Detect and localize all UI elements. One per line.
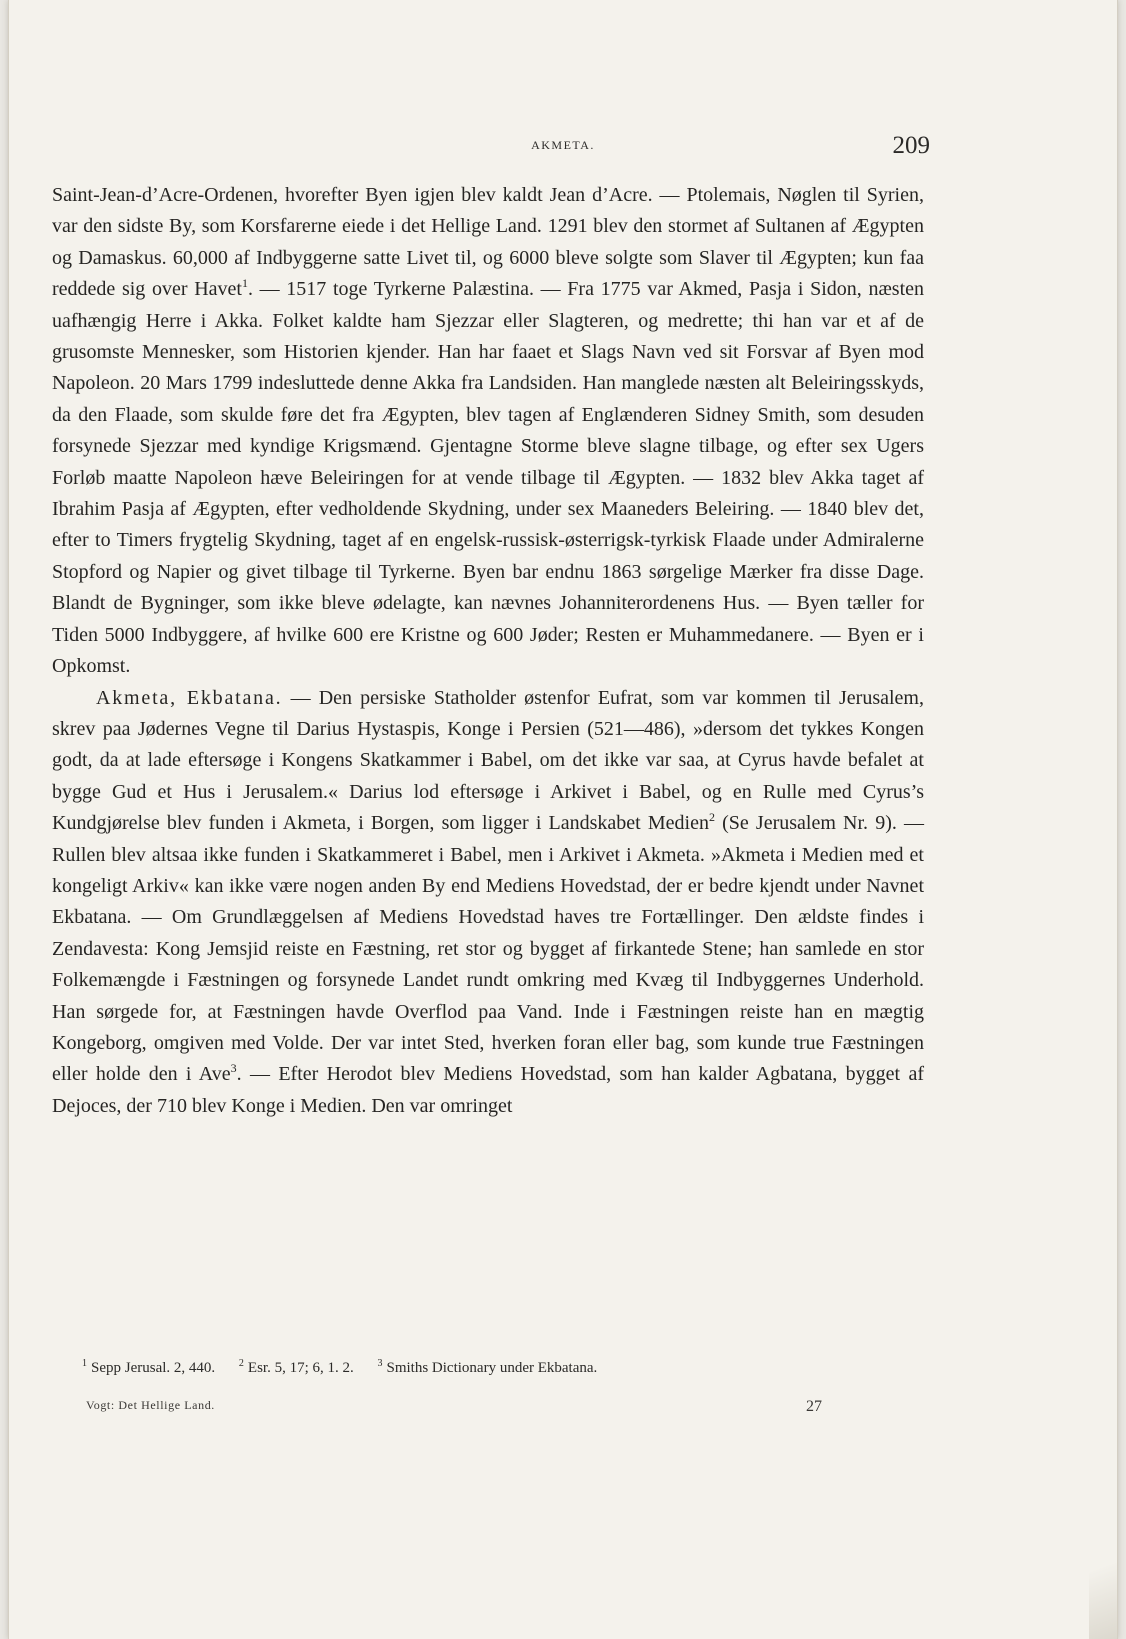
text-run: (Se Jerusalem Nr. 9). — Rullen blev altsaa ikke funden i Skatkammeret i Babel, men i Arkivet i Akmeta. »Akmeta i Medien med et kongeligt Arkiv« kan ikke være nogen anden By end Mediens Hovedstad, der er bedre kjendt under Navnet Ekbatana. — Om Grundlæggelsen af Mediens Hovedstad haves tre Fortællinger. Den ældste findes i Zendavesta: Kong Jemsjid reiste en Fæstning, ret stor og bygget af firkantede Stene; han samlede en stor Folkemængde i Fæstningen og forsynede Landet rundt omkring med Kvæg til Indbyggernes Underhold. Han sørgede for, at Fæstningen havde Overflod paa Vand. Inde i Fæstningen reiste han en mægtig Kongeborg, omgiven med Volde. Der var intet Sted, hverken foran eller bag, som kunde true Fæstningen eller holde den i Ave (52, 812, 924, 1086)
text-run: Saint-Jean-d’Acre-Ordenen, hvorefter Byen igjen blev kaldt Jean d’Acre. — Ptolemais, Nøglen til Syrien, var den sidste By, som Korsfarerne eiede i det Hellige Land. 1291 blev den stormet af Sultanen af Ægypten og Damaskus. 60,000 af Indbyggerne satte Livet til, og 6000 bleve solgte som Slaver til Ægypten; kun faa reddede sig over Havet (52, 184, 924, 301)
running-title: AKMETA. (531, 138, 595, 152)
footnote (239, 1360, 354, 1376)
signature-mark: 27 (806, 1398, 822, 1415)
paragraph-akmeta (52, 683, 924, 1123)
footnote-text: Smiths Dictionary under Ekbatana. (386, 1360, 598, 1376)
footnote-ref: 3 (230, 1061, 237, 1076)
footnote (82, 1360, 215, 1376)
page-edge-shadow (1089, 1519, 1117, 1639)
footnote-ref: 2 (708, 810, 715, 825)
text-run: — Den persiske Statholder østenfor Eufrat, som var kommen til Jerusalem, skrev paa Jødernes Vegne til Darius Hystaspis, Konge i Persien (521—486), »dersom det tykkes Kongen godt, da at lade eftersøge i Kongens Skatkammer i Babel, om det ikke var saa, at Cyrus havde befalet at bygge Gud et Hus i Jerusalem.« Darius lod eftersøge i Arkivet i Babel, og en Rulle med Cyrus’s Kundgjørelse blev funden i Akmeta, i Borgen, som ligger i Landskabet Medien (52, 686, 924, 835)
entry-heading: Akmeta, Ekbatana. (96, 686, 283, 709)
footnotes (82, 1360, 922, 1377)
footnote-mark: 1 (82, 1358, 87, 1369)
footnote-mark: 3 (377, 1358, 383, 1369)
text-run: . — Efter Herodot blev Mediens Hovedstad, som han kalder Agbatana, bygget af Dejoces, der 710 blev Konge i Medien. Den var omringet (52, 1063, 924, 1117)
text-run: . — 1517 toge Tyrkerne Palæstina. — Fra 1775 var Akmed, Pasja i Sidon, næsten uafhængig Herre i Akka. Folket kaldte ham Sjezzar eller Slagteren, og medrette; thi han var et af de grusomste Mennesker, som Historien kjender. Han har faaet et Slags Navn ved sit Forsvar af Byen mod Napoleon. 20 Mars 1799 indesluttede denne Akka fra Landsiden. Han manglede næsten alt Beleiringsskyds, da den Flaade, som skulde føre det fra Ægypten, blev tagen af Englænderen Sidney Smith, som desuden forsynede Sjezzar med kyndige Krigsmænd. Gjentagne Storme bleve slagne tilbage, og efter sex Ugers Forløb maatte Napoleon hæve Beleiringen for at vende tilbage til Ægypten. — 1832 blev Akka taget af Ibrahim Pasja af Ægypten, efter vedholdende Skydning, under sex Maaneders Beleiring. — 1840 blev det, efter to Timers frygtelig Skydning, taget af en engelsk-russisk-østerrigsk-tyrkisk Flaade under Admiralerne Stopford og Napier og givet tilbage til Tyrkerne. Byen bar endnu 1863 sørgelige Mærker fra disse Dage. Blandt de Bygninger, som ikke bleve ødelagte, kan nævnes Johanniterordenens Hus. — Byen tæller for Tiden 5000 Indbyggere, af hvilke 600 ere Kristne og 600 Jøder; Resten er Muhammedanere. — Byen er i Opkomst. (52, 278, 925, 678)
footnote-text: Sepp Jerusal. 2, 440. (91, 1360, 216, 1376)
page-number: 209 (892, 132, 930, 159)
footnote (378, 1360, 598, 1376)
imprint-line: Vogt: Det Hellige Land. (86, 1398, 215, 1412)
footnote-mark: 2 (238, 1358, 244, 1369)
footnote-text: Esr. 5, 17; 6, 1. 2. (247, 1360, 354, 1376)
paragraph-acre-history (52, 180, 924, 683)
footnote-ref: 1 (241, 276, 248, 291)
body-text (52, 180, 924, 1122)
